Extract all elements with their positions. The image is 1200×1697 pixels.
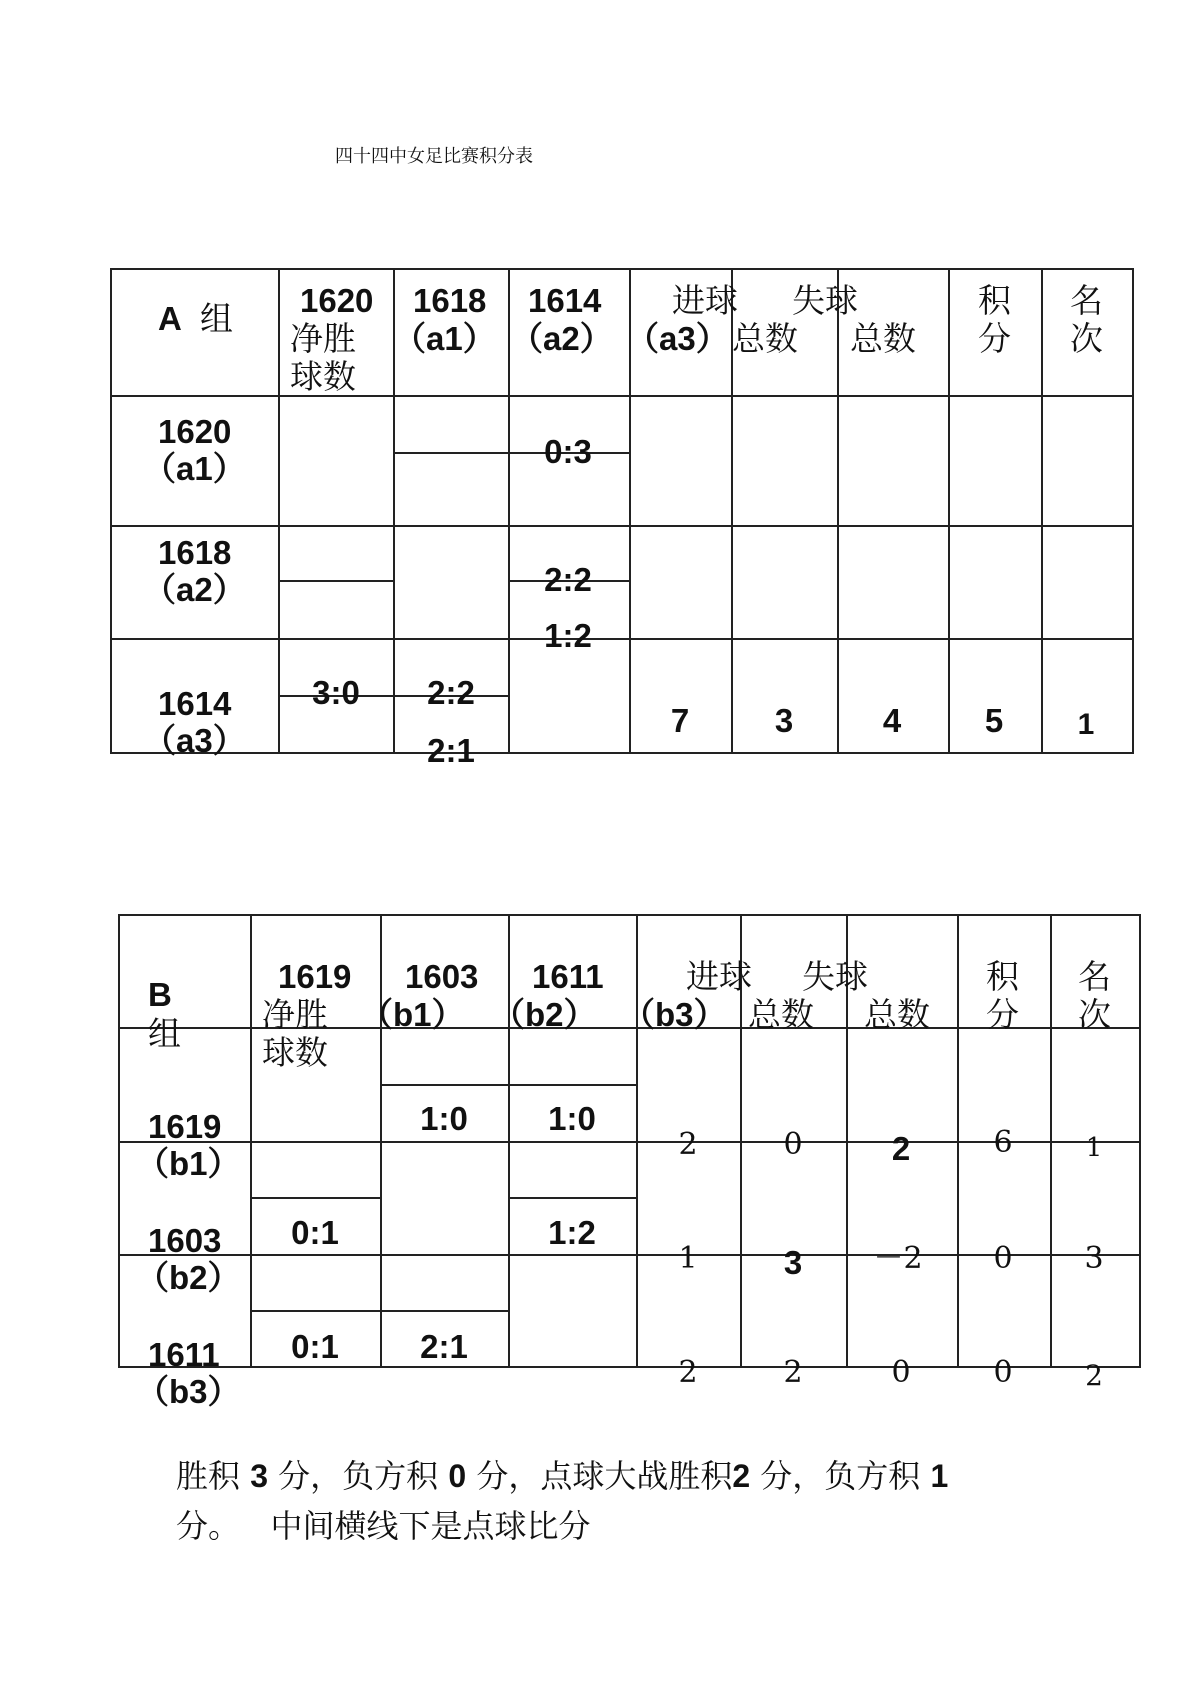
header-goals-against-2-b: 总数 — [864, 995, 930, 1034]
pk-1614-vs-1618: 2:1 — [427, 732, 475, 769]
a3-rank: 1 — [1077, 708, 1095, 741]
header-points-1: 积 — [978, 281, 1011, 320]
row-team-a2: （a2） — [143, 571, 246, 608]
header-rank-1: 名 — [1070, 281, 1103, 320]
b1-points: 6 — [993, 1125, 1013, 1160]
row-team-1611: 1611 — [148, 1336, 220, 1373]
header-goals-for-1-b: 进球 — [686, 957, 752, 996]
header-goals-for-2: 总数 — [732, 319, 798, 358]
rules-line-1: 胜积 3 分，负方积 0 分，点球大战胜积2 分，负方积 1 — [176, 1457, 949, 1495]
group-a-label-char: 组 — [200, 299, 233, 338]
b3-points: 0 — [993, 1355, 1013, 1390]
header-rank-2: 次 — [1070, 319, 1103, 358]
header-net-label-2: 球数 — [290, 357, 356, 396]
score-1619-vs-1603: 1:0 — [420, 1100, 468, 1137]
score-1611-vs-1603: 2:1 — [420, 1328, 468, 1365]
score-1614-vs-1618: 2:2 — [427, 674, 475, 711]
header-goals-for-1: 进球 — [672, 281, 738, 320]
score-1620-vs-1614: 0:3 — [544, 433, 592, 470]
pk-1618-vs-1614: 1:2 — [544, 617, 592, 654]
header-team-1611: 1611 — [532, 958, 604, 995]
score-1618-vs-1614: 2:2 — [544, 561, 592, 598]
score-1603-vs-1619: 0:1 — [291, 1214, 339, 1251]
row-team-1619: 1619 — [148, 1108, 222, 1145]
row-team-b3: （b3） — [136, 1373, 241, 1410]
b3-goals-against: 2 — [783, 1355, 803, 1390]
header-net-label-1: 净胜 — [290, 319, 356, 358]
score-1614-vs-1620: 3:0 — [312, 674, 360, 711]
b3-rank: 2 — [1085, 1359, 1103, 1392]
group-b-label-char: 组 — [148, 1014, 181, 1053]
row-team-b1: （b1） — [136, 1145, 241, 1182]
score-1619-vs-1611: 1:0 — [548, 1100, 596, 1137]
group-a-label-letter: A — [158, 300, 182, 337]
header-points-2: 分 — [978, 319, 1011, 358]
header-team-1619: 1619 — [278, 958, 352, 995]
a3-net: 4 — [882, 702, 902, 739]
header-goals-against-1: 失球 — [792, 281, 858, 320]
b2-goals-for: 1 — [678, 1241, 698, 1276]
row-team-1614: 1614 — [158, 685, 232, 722]
row-team-a1: （a1） — [143, 450, 246, 487]
rules-line-2: 分。 中间横线下是点球比分 — [176, 1507, 591, 1545]
header-rank-1-b: 名 — [1078, 957, 1111, 996]
b3-net: 0 — [891, 1355, 911, 1390]
header-net-label-2-b: 球数 — [262, 1033, 328, 1072]
b2-points: 0 — [993, 1241, 1013, 1276]
a3-points: 5 — [984, 702, 1004, 739]
header-team-1603: 1603 — [405, 958, 479, 995]
header-team-b1: （b1） — [360, 996, 465, 1033]
row-team-1620: 1620 — [158, 413, 232, 450]
b1-goals-against: 0 — [783, 1127, 803, 1162]
b3-goals-for: 2 — [678, 1355, 698, 1390]
header-team-a1: （a1） — [393, 320, 496, 357]
header-rank-2-b: 次 — [1078, 995, 1111, 1034]
row-team-1618: 1618 — [158, 534, 232, 571]
b1-goals-for: 2 — [678, 1127, 698, 1162]
b1-net: 2 — [891, 1130, 911, 1167]
b1-rank: 1 — [1085, 1133, 1103, 1163]
header-net-label-1-b: 净胜 — [262, 995, 328, 1034]
a3-goals-against: 3 — [774, 702, 794, 739]
row-team-b2: （b2） — [136, 1259, 241, 1296]
header-goals-against-2: 总数 — [850, 319, 916, 358]
header-points-1-b: 积 — [986, 957, 1019, 996]
header-points-2-b: 分 — [986, 995, 1019, 1034]
score-1603-vs-1611: 1:2 — [548, 1214, 596, 1251]
header-team-1618: 1618 — [413, 282, 487, 319]
group-b-label-letter: B — [148, 976, 172, 1013]
header-team-1614: 1614 — [528, 282, 602, 319]
header-team-b2: （b2） — [492, 996, 597, 1033]
b2-rank: 3 — [1084, 1241, 1104, 1276]
header-team-a3: （a3） — [626, 320, 729, 357]
header-goals-for-2-b: 总数 — [748, 995, 814, 1034]
header-team-a2: （a2） — [510, 320, 613, 357]
header-team-b3: （b3） — [622, 996, 727, 1033]
page-title: 四十四中女足比赛积分表 — [335, 146, 533, 167]
score-1611-vs-1619: 0:1 — [291, 1328, 339, 1365]
row-team-1603: 1603 — [148, 1222, 222, 1259]
b2-goals-against: 3 — [783, 1244, 803, 1281]
a3-goals-for: 7 — [670, 702, 690, 739]
header-goals-against-1-b: 失球 — [802, 957, 868, 996]
b2-net: －2 — [873, 1241, 923, 1276]
header-team-1620: 1620 — [300, 282, 374, 319]
row-team-a3: （a3） — [143, 722, 246, 759]
